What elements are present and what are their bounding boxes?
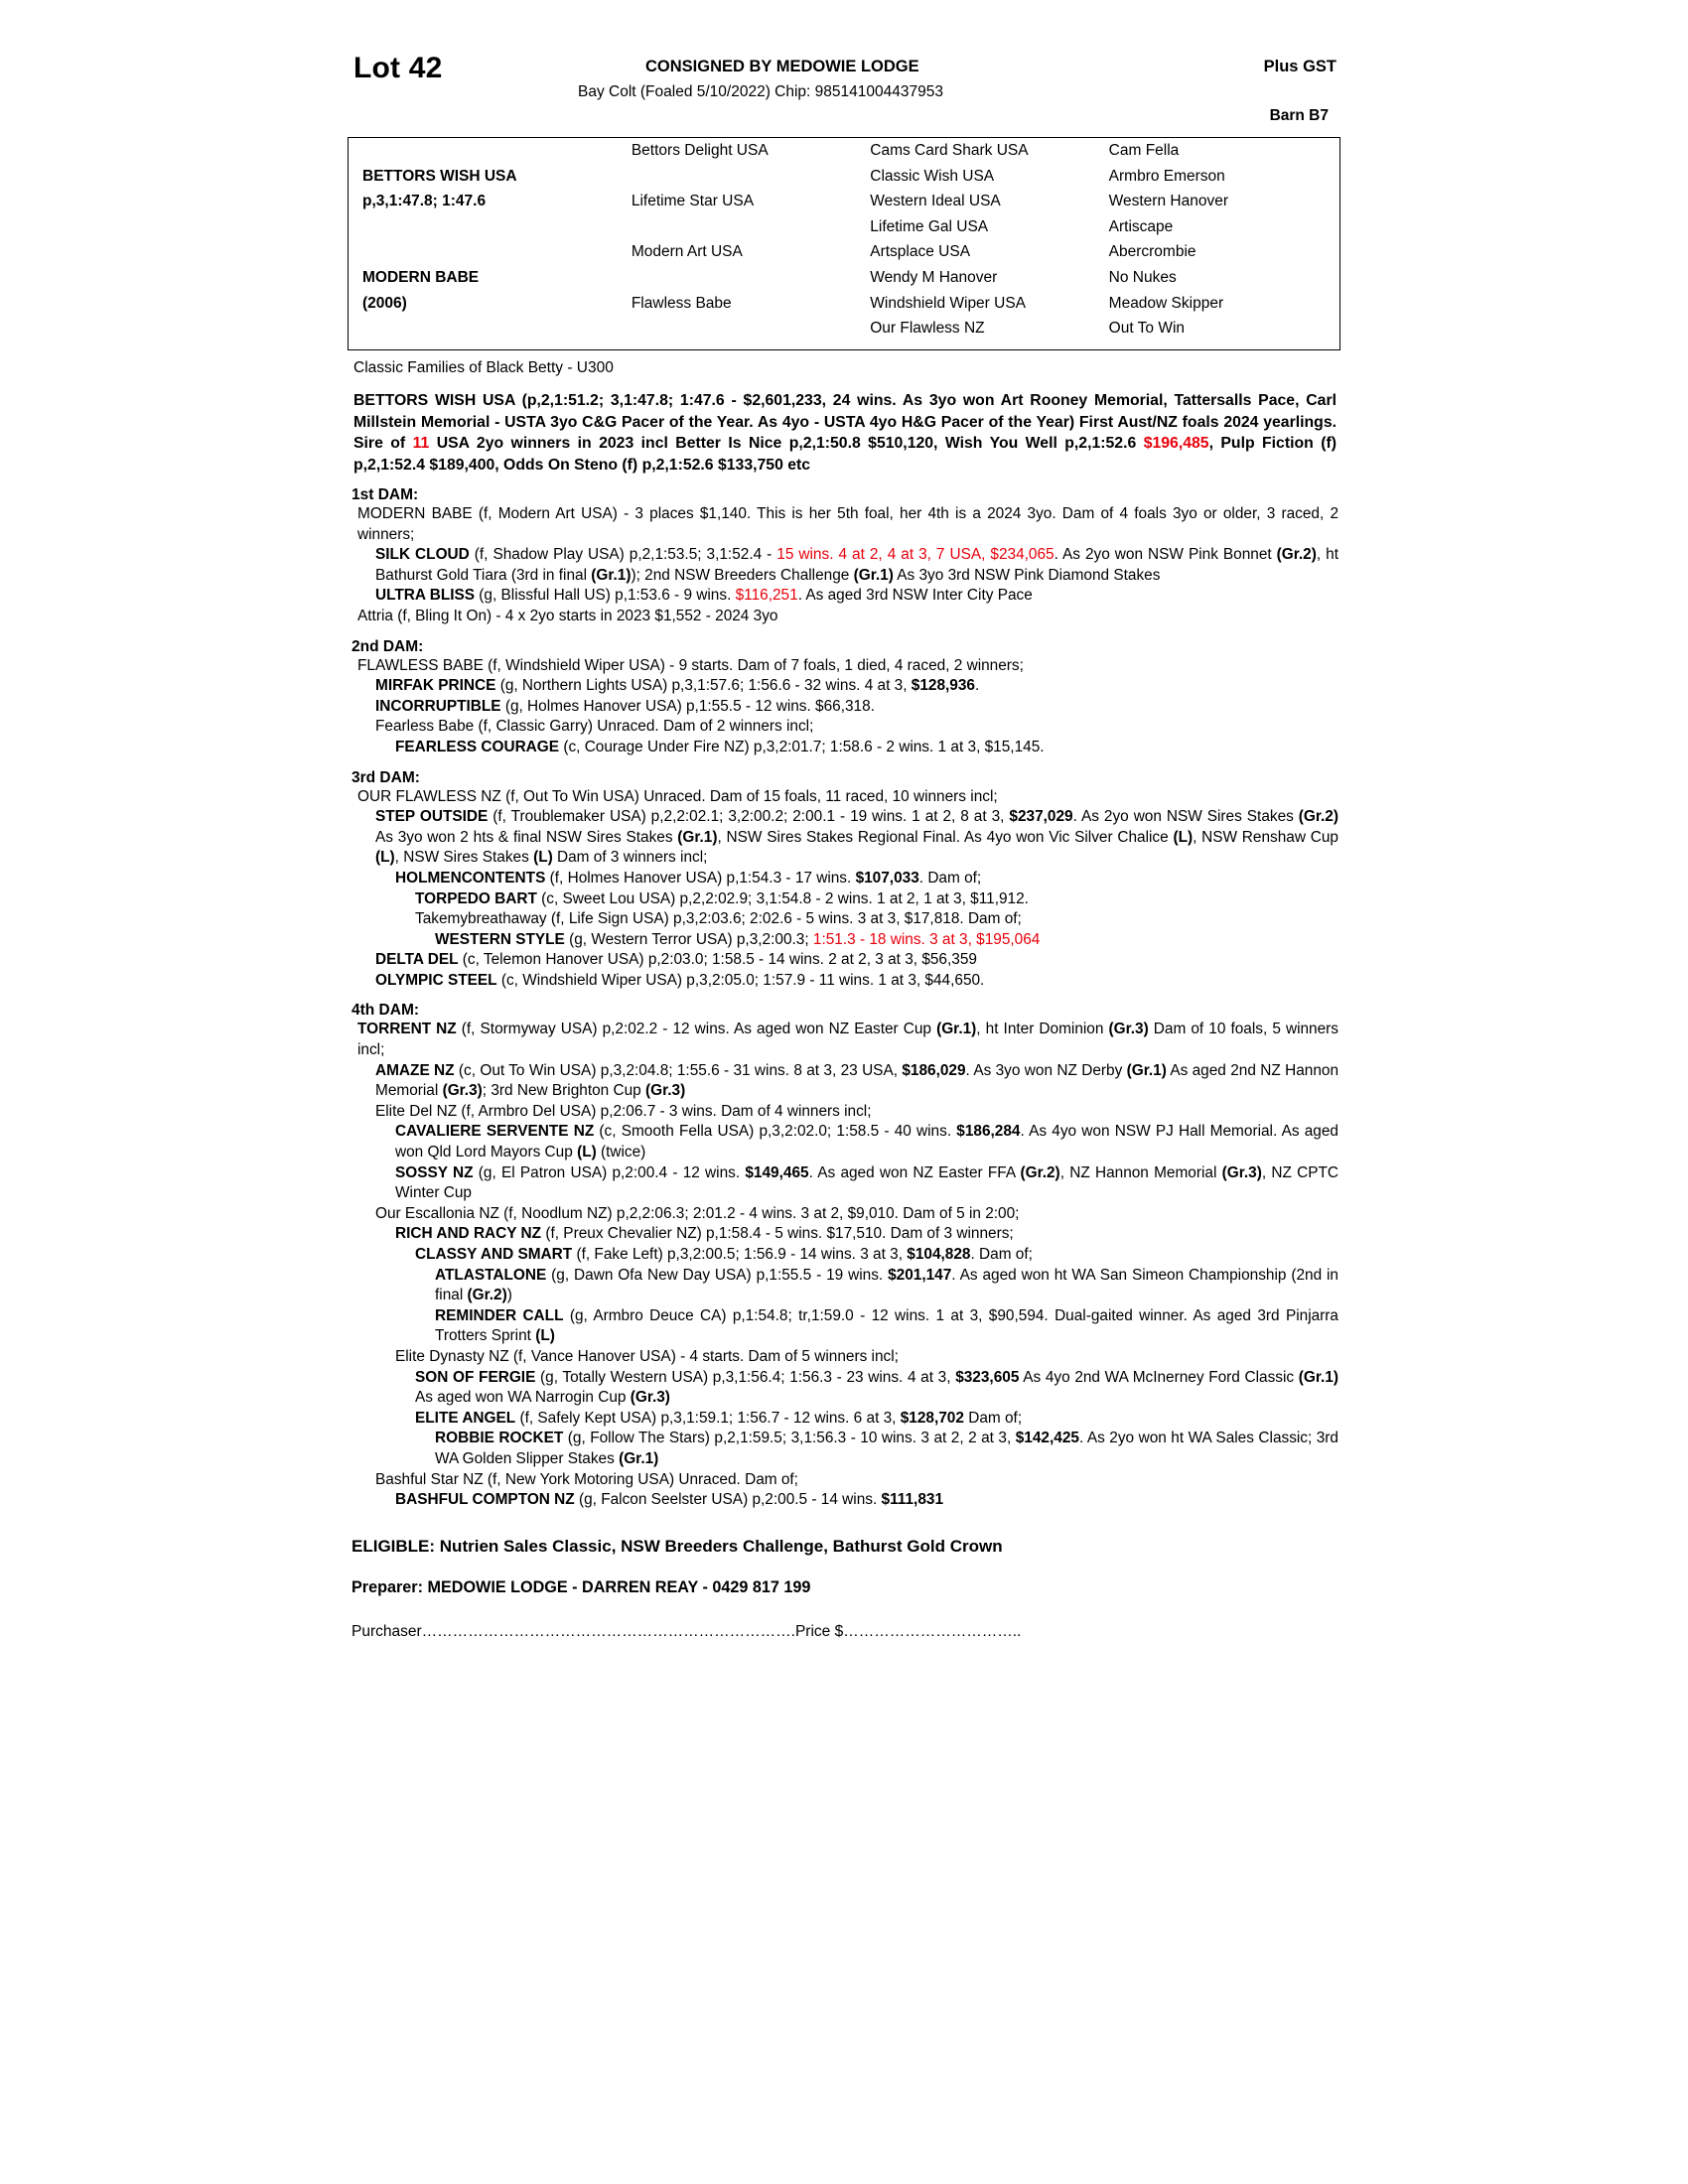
entry-text: (L) <box>533 849 553 867</box>
pedigree-entry <box>348 869 1338 889</box>
entry-text: , NZ Hannon Memorial <box>1059 1163 1222 1181</box>
pedigree-cell: Out To Win <box>1108 320 1186 338</box>
entry-text: Dam of; <box>963 1409 1023 1427</box>
dam-year: (2006) <box>362 294 407 312</box>
entry-text: (Gr.2) <box>467 1287 507 1304</box>
table-row <box>349 214 1339 240</box>
entry-text: (Gr.1) <box>591 566 632 584</box>
entry-text: (twice) <box>596 1144 646 1161</box>
classic-families-line: Classic Families of Black Betty - U300 <box>353 359 614 376</box>
dam-sections <box>348 486 1340 1511</box>
entry-text: . As 2yo won NSW Pink Bonnet <box>1054 546 1277 564</box>
entry-text: ) <box>506 1287 512 1304</box>
table-row <box>349 265 1339 291</box>
entry-text: ATLASTALONE <box>435 1266 547 1284</box>
entry-text: $128,936 <box>911 677 975 695</box>
preparer-line: Preparer: MEDOWIE LODGE - DARREN REAY - 0429 817 199 <box>352 1577 811 1596</box>
plus-gst-label: Plus GST <box>1263 58 1336 75</box>
pedigree-cell <box>632 316 870 341</box>
table-row <box>349 138 1339 164</box>
entry-text: $128,702 <box>900 1409 964 1427</box>
dam-heading: 1st DAM: <box>352 486 419 503</box>
pedigree-cell <box>632 265 870 291</box>
entry-text: WESTERN STYLE <box>435 930 565 948</box>
entry-text: (Gr.1) <box>1126 1061 1167 1079</box>
entry-text: (g, Blissful Hall US) p,1:53.6 - 9 wins. <box>475 587 736 605</box>
entry-text: FEARLESS COURAGE <box>395 738 560 755</box>
purchaser-line: Purchaser……………………………………………………………….Price $…………………………….. <box>352 1622 1022 1640</box>
entry-text: Fearless Babe (f, Classic Garry) Unraced. Dam of 2 winners incl; <box>375 718 814 736</box>
entry-text: Our Escallonia NZ (f, Noodlum NZ) p,2,2:06.3; 2:01.2 - 4 wins. 3 at 2, $9,010. Dam of 5 in 2:00; <box>375 1204 1020 1222</box>
entry-text: (f, Shadow Play USA) p,2,1:53.5; 3,1:52.4 - <box>469 546 777 564</box>
dam-heading: 4th DAM: <box>352 1002 420 1020</box>
entry-text: $201,147 <box>888 1266 952 1284</box>
pedigree-entry <box>348 909 1338 930</box>
table-row <box>349 239 1339 265</box>
entry-text: , NSW Sires Stakes <box>394 849 534 867</box>
entry-text: (f, Holmes Hanover USA) p,1:54.3 - 17 wins. <box>545 869 856 887</box>
page-header <box>348 46 1340 131</box>
entry-text: SON OF FERGIE <box>415 1368 536 1386</box>
pedigree-spacer-cell <box>349 214 632 240</box>
pedigree-entry <box>348 656 1338 677</box>
pedigree-entry <box>348 1347 1338 1368</box>
entry-text: (Gr.1) <box>619 1449 659 1467</box>
entry-text: , NZ CPTC Winter Cup <box>395 1163 1339 1202</box>
entry-text: REMINDER CALL <box>435 1306 564 1324</box>
entry-text: CAVALIERE SERVENTE NZ <box>395 1123 595 1141</box>
pedigree-entry <box>348 1020 1338 1060</box>
pedigree-cell <box>632 214 870 240</box>
entry-text: (Gr.3) <box>1108 1021 1149 1038</box>
sire-blurb-highlight1: 11 <box>412 435 430 452</box>
sire-blurb-part2: USA 2yo winners in 2023 incl Better Is Nice p,2,1:50.8 $510,120, Wish You Well p,2,1:52.6 <box>429 435 1144 452</box>
entry-text: (c, Courage Under Fire NZ) p,3,2:01.7; 1:58.6 - 2 wins. 1 at 3, $15,145. <box>559 738 1045 755</box>
entry-text: (f, Fake Left) p,3,2:00.5; 1:56.9 - 14 wins. 3 at 3, <box>572 1246 908 1263</box>
entry-text: FLAWLESS BABE <box>357 656 484 674</box>
entry-text: As 3yo 3rd NSW Pink Diamond Stakes <box>893 566 1161 584</box>
pedigree-entry <box>348 717 1338 738</box>
entry-text: (g, Dawn Ofa New Day USA) p,1:55.5 - 19 wins. <box>546 1266 889 1284</box>
entry-text: $186,029 <box>902 1061 966 1079</box>
entry-text: INCORRUPTIBLE <box>375 697 501 715</box>
entry-text: SILK CLOUD <box>375 546 470 564</box>
entry-text: (g, Holmes Hanover USA) p,1:55.5 - 12 wins. $66,318. <box>500 697 875 715</box>
entry-text: RICH AND RACY NZ <box>395 1225 542 1243</box>
sire-blurb-highlight2: $196,485 <box>1143 435 1209 452</box>
pedigree-entry <box>348 1102 1338 1123</box>
entry-text: , NSW Sires Stakes Regional Final. As 4yo won Vic Silver Chalice <box>717 828 1174 846</box>
sire-name: BETTORS WISH USA <box>362 167 517 185</box>
pedigree-entry <box>348 950 1338 971</box>
table-row <box>349 291 1339 317</box>
entry-text: (g, Western Terror USA) p,3,2:00.3; <box>564 930 813 948</box>
pedigree-entry <box>348 545 1338 586</box>
entry-text: As aged 2nd NZ Hannon Memorial <box>375 1061 1338 1100</box>
pedigree-table <box>349 138 1339 341</box>
pedigree-entry <box>348 1409 1338 1430</box>
entry-text: . As 2yo won ht WA Sales Classic; 3rd WA Golden Slipper Stakes <box>435 1430 1338 1467</box>
entry-text: $104,828 <box>907 1246 971 1263</box>
pedigree-entry <box>348 1204 1338 1225</box>
entry-text: (Gr.2) <box>1276 546 1317 564</box>
entry-text: . <box>974 677 980 695</box>
entry-text: (L) <box>1173 828 1194 846</box>
pedigree-cell: Bettors Delight USA <box>631 142 769 159</box>
pedigree-entry <box>348 676 1338 697</box>
entry-text: 15 wins. 4 at 2, 4 at 3, 7 USA, $234,065 <box>776 546 1055 564</box>
entry-text: SOSSY NZ <box>395 1163 474 1181</box>
entry-text: . As aged 3rd NSW Inter City Pace <box>797 587 1033 605</box>
pedigree-entry <box>348 1368 1338 1409</box>
lot-number: Lot 42 <box>353 52 443 84</box>
entry-text: . As aged won NZ Easter FFA <box>808 1163 1021 1181</box>
entry-text: MIRFAK PRINCE <box>375 677 496 695</box>
entry-text: Takemybreathaway (f, Life Sign USA) p,3,2:03.6; 2:02.6 - 5 wins. 3 at 3, $17,818. Dam of; <box>415 910 1022 928</box>
entry-text: $237,029 <box>1009 808 1073 826</box>
pedigree-cell: Western Ideal USA <box>870 193 1001 210</box>
entry-text: As aged won WA Narrogin Cup <box>415 1389 631 1407</box>
entry-text: (f, Safely Kept USA) p,3,1:59.1; 1:56.7 - 12 wins. 6 at 3, <box>515 1409 901 1427</box>
pedigree-entry <box>348 930 1338 951</box>
entry-text: MODERN BABE <box>357 505 473 522</box>
entry-text: . As 3yo won NZ Derby <box>965 1061 1127 1079</box>
entry-text: STEP OUTSIDE <box>375 808 489 826</box>
entry-text: (f, Stormyway USA) p,2:02.2 - 12 wins. As aged won NZ Easter Cup <box>456 1021 937 1038</box>
pedigree-cell: Artsplace USA <box>870 243 971 261</box>
entry-text: . As aged won ht WA San Simeon Championship (2nd in final <box>435 1266 1338 1304</box>
pedigree-cell: Artiscape <box>1108 217 1174 235</box>
pedigree-cell: Abercrombie <box>1108 243 1196 261</box>
entry-text: ); 2nd NSW Breeders Challenge <box>631 566 854 584</box>
pedigree-cell: Wendy M Hanover <box>870 268 998 286</box>
entry-text: ELITE ANGEL <box>415 1409 516 1427</box>
entry-text: $111,831 <box>881 1491 944 1509</box>
entry-text: Bashful Star NZ (f, New York Motoring USA) Unraced. Dam of; <box>375 1470 798 1488</box>
entry-text: ULTRA BLISS <box>375 587 476 605</box>
entry-text: (f, Modern Art USA) - 3 places $1,140. This is her 5th foal, her 4th is a 2024 3yo. Dam of 4 foals 3yo or older, 3 raced, 2 winners; <box>357 505 1339 543</box>
entry-text: (Gr.3) <box>630 1389 670 1407</box>
pedigree-entry <box>348 1061 1338 1102</box>
pedigree-cell: Armbro Emerson <box>1108 167 1225 185</box>
horse-description: Bay Colt (Foaled 5/10/2022) Chip: 985141004437953 <box>578 83 943 100</box>
entry-text: Dam of 10 foals, 5 winners incl; <box>357 1021 1338 1059</box>
entry-text: (c, Sweet Lou USA) p,2,2:02.9; 3,1:54.8 - 2 wins. 1 at 2, 1 at 3, $11,912. <box>536 889 1029 907</box>
entry-text: (c, Out To Win USA) p,3,2:04.8; 1:55.6 - 31 wins. 8 at 3, 23 USA, <box>454 1061 903 1079</box>
entry-text: (Gr.1) <box>853 566 894 584</box>
pedigree-cell: Western Hanover <box>1108 193 1228 210</box>
pedigree-entry <box>348 607 1338 627</box>
pedigree-entry <box>348 787 1338 808</box>
entry-text: $142,425 <box>1015 1430 1079 1447</box>
entry-text: (f, Preux Chevalier NZ) p,1:58.4 - 5 wins. $17,510. Dam of 3 winners; <box>541 1225 1014 1243</box>
entry-text: AMAZE NZ <box>375 1061 455 1079</box>
pedigree-entry <box>348 1245 1338 1266</box>
pedigree-cell: Flawless Babe <box>631 294 732 312</box>
pedigree-entry <box>348 1470 1338 1491</box>
pedigree-entry <box>348 586 1338 607</box>
entry-text: , ht Bathurst Gold Tiara (3rd in final <box>375 546 1338 584</box>
pedigree-cell: Classic Wish USA <box>870 167 995 185</box>
entry-text: (g, Totally Western USA) p,3,1:56.4; 1:56.3 - 23 wins. 4 at 3, <box>535 1368 956 1386</box>
eligible-line: ELIGIBLE: Nutrien Sales Classic, NSW Breeders Challenge, Bathurst Gold Crown <box>352 1536 1003 1556</box>
pedigree-sire-cell <box>349 138 632 164</box>
sire-blurb <box>353 390 1336 476</box>
entry-text: ; 3rd New Brighton Cup <box>482 1082 646 1100</box>
pedigree-entry <box>348 1490 1338 1511</box>
entry-text: BASHFUL COMPTON NZ <box>395 1491 575 1509</box>
entry-text: (L) <box>535 1327 555 1345</box>
entry-text: (Gr.2) <box>1020 1163 1060 1181</box>
entry-text: Elite Dynasty NZ (f, Vance Hanover USA) - 4 starts. Dam of 5 winners incl; <box>395 1347 899 1365</box>
pedigree-entry <box>348 1122 1338 1162</box>
entry-text: . Dam of; <box>970 1246 1033 1263</box>
pedigree-cell: Cam Fella <box>1108 142 1180 159</box>
entry-text: , NSW Renshaw Cup <box>1193 828 1338 846</box>
entry-text: (Gr.1) <box>1298 1368 1338 1386</box>
pedigree-entry <box>348 1224 1338 1245</box>
pedigree-entry <box>348 889 1338 910</box>
entry-text: . Dam of; <box>918 869 982 887</box>
dam-name: MODERN BABE <box>362 268 480 286</box>
sire-record: p,3,1:47.8; 1:47.6 <box>362 193 487 210</box>
entry-text: $323,605 <box>955 1368 1020 1386</box>
pedigree-spacer-cell <box>349 316 632 341</box>
entry-text: (g, Armbro Deuce CA) p,1:54.8; tr,1:59.0 - 12 wins. 1 at 3, $90,594. Dual-gaited winner. As aged 3rd Pinjarra Trotters Sprint <box>435 1306 1338 1345</box>
entry-text: (Gr.3) <box>1221 1163 1262 1181</box>
pedigree-entry <box>348 1163 1338 1204</box>
entry-text: (Gr.1) <box>677 828 718 846</box>
page-sheet <box>348 46 1340 1641</box>
sire-blurb-part3: , Pulp Fiction (f) p,2,1:52.4 $189,400, Odds On Steno (f) p,2,1:52.6 $133,750 etc <box>353 435 1336 474</box>
entry-text: HOLMENCONTENTS <box>395 869 546 887</box>
pedigree-entry <box>348 504 1338 545</box>
entry-text: (f, Troublemaker USA) p,2,2:02.1; 3,2:00.2; 2:00.1 - 19 wins. 1 at 2, 8 at 3, <box>488 808 1010 826</box>
pedigree-entry <box>348 1266 1338 1306</box>
entry-text: TORRENT NZ <box>357 1021 457 1038</box>
pedigree-cell: Our Flawless NZ <box>870 320 985 338</box>
entry-text: $186,284 <box>956 1123 1021 1141</box>
pedigree-entry <box>348 807 1338 869</box>
entry-text: (c, Windshield Wiper USA) p,3,2:05.0; 1:57.9 - 11 wins. 1 at 3, $44,650. <box>496 971 985 989</box>
pedigree-cell: Modern Art USA <box>631 243 743 261</box>
entry-text: $149,465 <box>745 1163 809 1181</box>
entry-text: (c, Telemon Hanover USA) p,2:03.0; 1:58.5 - 14 wins. 2 at 2, 3 at 3, $56,359 <box>458 951 977 969</box>
pedigree-entry <box>348 1429 1338 1469</box>
entry-text: (Gr.3) <box>442 1082 483 1100</box>
table-row <box>349 189 1339 214</box>
table-row <box>349 316 1339 341</box>
entry-text: (Gr.2) <box>1298 808 1338 826</box>
entry-text: (g, Follow The Stars) p,2,1:59.5; 3,1:56.3 - 10 wins. 3 at 2, 2 at 3, <box>563 1430 1016 1447</box>
entry-text: Attria (f, Bling It On) - 4 x 2yo starts in 2023 $1,552 - 2024 3yo <box>357 607 778 624</box>
pedigree-entry <box>348 1306 1338 1347</box>
entry-text: As 3yo won 2 hts & final NSW Sires Stakes <box>375 828 678 846</box>
pedigree-cell: Lifetime Star USA <box>631 193 755 210</box>
entry-text: . As 2yo won NSW Sires Stakes <box>1072 808 1299 826</box>
entry-text: Dam of 3 winners incl; <box>552 849 708 867</box>
entry-text: As 4yo 2nd WA McInerney Ford Classic <box>1019 1368 1299 1386</box>
dam-heading: 3rd DAM: <box>352 768 420 786</box>
pedigree-box <box>348 137 1340 350</box>
entry-text: DELTA DEL <box>375 951 459 969</box>
pedigree-entry <box>348 971 1338 992</box>
entry-text: (g, Northern Lights USA) p,3,1:57.6; 1:56.6 - 32 wins. 4 at 3, <box>495 677 912 695</box>
pedigree-entry <box>348 738 1338 758</box>
pedigree-cell: Windshield Wiper USA <box>870 294 1027 312</box>
pedigree-entry <box>348 697 1338 718</box>
entry-text: (L) <box>375 849 395 867</box>
table-row <box>349 164 1339 190</box>
entry-text: Elite Del NZ (f, Armbro Del USA) p,2:06.7 - 3 wins. Dam of 4 winners incl; <box>375 1102 872 1120</box>
entry-text: (Gr.3) <box>645 1082 686 1100</box>
pedigree-cell: Lifetime Gal USA <box>870 217 989 235</box>
dam-heading: 2nd DAM: <box>352 637 424 655</box>
pedigree-spacer-cell <box>349 239 632 265</box>
barn-label: Barn B7 <box>1269 107 1329 124</box>
entry-text: $116,251 <box>735 587 798 605</box>
pedigree-cell: Meadow Skipper <box>1108 294 1224 312</box>
entry-text: (L) <box>577 1144 597 1161</box>
entry-text: CLASSY AND SMART <box>415 1246 573 1263</box>
entry-text: . As 4yo won NSW PJ Hall Memorial. As aged won Qld Lord Mayors Cup <box>395 1123 1338 1161</box>
pedigree-cell: Cams Card Shark USA <box>870 142 1029 159</box>
entry-text: (f, Windshield Wiper USA) - 9 starts. Dam of 7 foals, 1 died, 4 raced, 2 winners; <box>483 656 1024 674</box>
entry-text: , ht Inter Dominion <box>976 1021 1109 1038</box>
entry-text: TORPEDO BART <box>415 889 537 907</box>
consignor-line: CONSIGNED BY MEDOWIE LODGE <box>645 58 919 75</box>
entry-text: (Gr.1) <box>936 1021 977 1038</box>
entry-text: 1:51.3 - 18 wins. 3 at 3, $195,064 <box>812 930 1041 948</box>
entry-text: $107,033 <box>855 869 919 887</box>
pedigree-cell: No Nukes <box>1108 268 1177 286</box>
entry-text: ROBBIE ROCKET <box>435 1430 564 1447</box>
entry-text: (g, El Patron USA) p,2:00.4 - 12 wins. <box>473 1163 746 1181</box>
sire-blurb-part1: BETTORS WISH USA (p,2,1:51.2; 3,1:47.8; 1:47.6 - $2,601,233, 24 wins. As 3yo won Art Rooney Memorial, Tattersalls Pace, Carl Millstein Memorial - USTA 3yo C&G Pacer of the Year. As 4yo - USTA 4yo H&G Pacer of the Year) First Aust/NZ foals 2024 yearlings. Sire of <box>353 392 1336 452</box>
entry-text: OUR FLAWLESS NZ (f, Out To Win USA) Unraced. Dam of 15 foals, 11 raced, 10 winners incl; <box>357 787 998 805</box>
entry-text: (c, Smooth Fella USA) p,3,2:02.0; 1:58.5 - 40 wins. <box>594 1123 957 1141</box>
entry-text: (g, Falcon Seelster USA) p,2:00.5 - 14 wins. <box>574 1491 882 1509</box>
pedigree-cell <box>632 164 870 190</box>
entry-text: OLYMPIC STEEL <box>375 971 497 989</box>
